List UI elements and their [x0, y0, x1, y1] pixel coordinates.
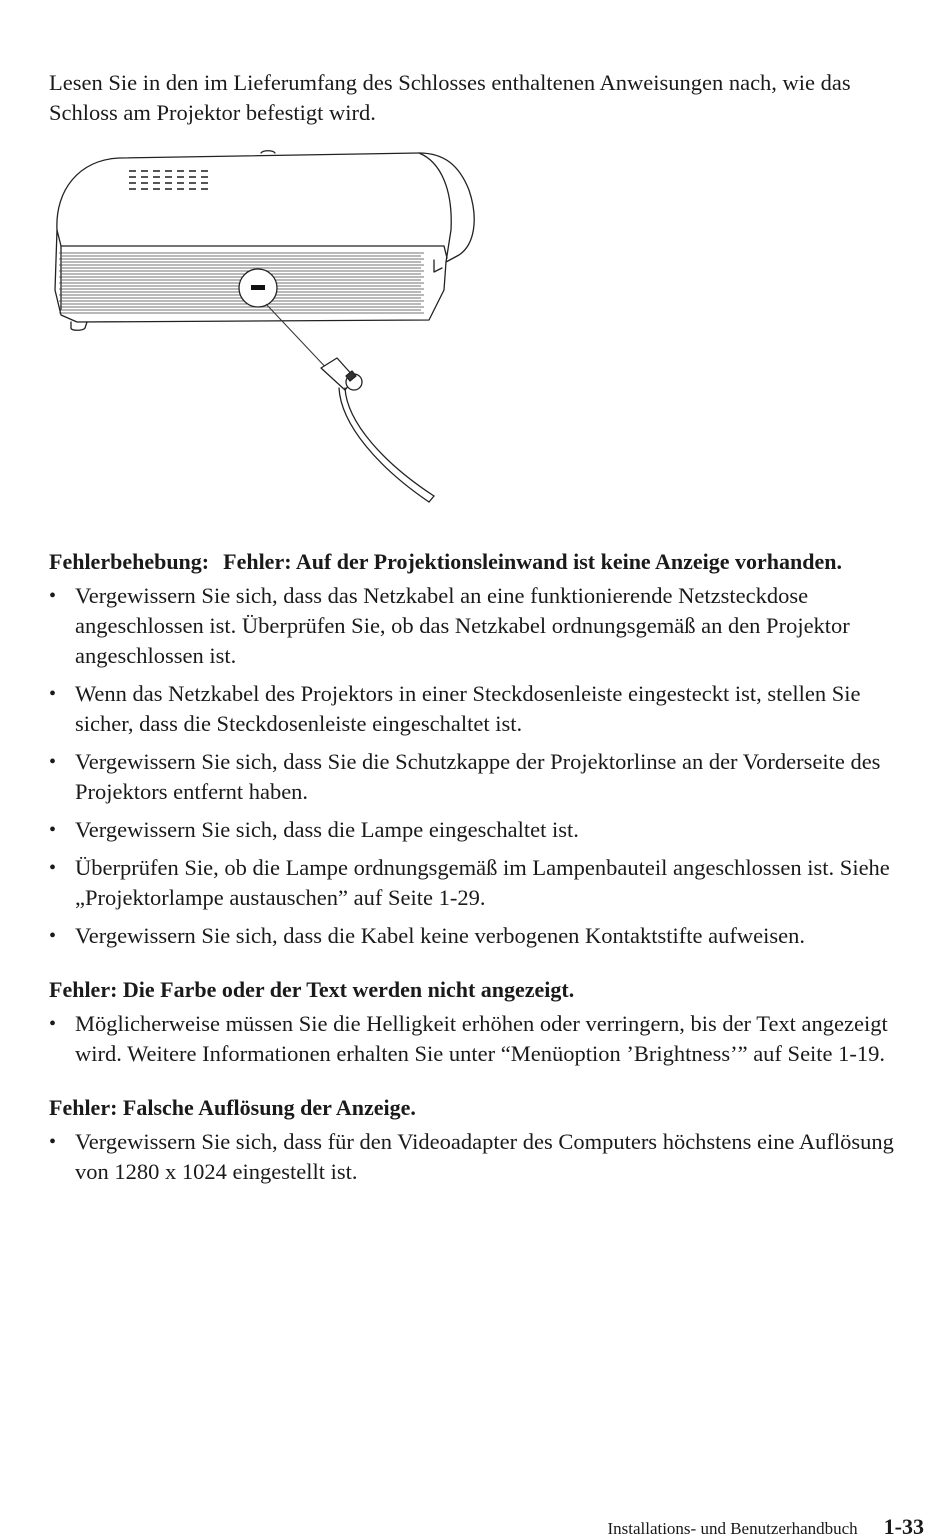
list-item: • Vergewissern Sie sich, dass die Lampe eingeschaltet ist.	[49, 815, 911, 845]
intro-paragraph: Lesen Sie in den im Lieferumfang des Schlosses enthaltenen Anweisungen nach, wie das Schloss am Projektor befestigt wird.	[49, 70, 851, 125]
bullet-icon: •	[49, 683, 57, 705]
bullet-icon: •	[49, 857, 57, 879]
bullet-icon: •	[49, 1013, 57, 1035]
bullet-icon: •	[49, 925, 57, 947]
section3-heading: Fehler: Falsche Auflösung der Anzeige.	[49, 1095, 416, 1120]
list-item: • Möglicherweise müssen Sie die Helligkeit erhöhen oder verringern, bis der Text angezeigt wird. Weitere Informationen erhalten Sie unter “Menüoption ’Brightness’” auf Seite 1-19.	[49, 1011, 888, 1066]
section1-heading	[49, 547, 911, 577]
list-item: • Überprüfen Sie, ob die Lampe ordnungsgemäß im Lampenbauteil angeschlossen ist. Siehe „Projektorlampe austauschen” auf Seite 1-29.	[49, 855, 890, 910]
page-content	[49, 68, 911, 1187]
projector-lock-illustration	[49, 150, 479, 520]
bullet-icon: •	[49, 751, 57, 773]
section2-heading: Fehler: Die Farbe oder der Text werden nicht angezeigt.	[49, 977, 575, 1002]
list-item: • Wenn das Netzkabel des Projektors in einer Steckdosenleiste eingesteckt ist, stellen Sie sicher, dass die Steckdosenleiste eingeschaltet ist.	[49, 681, 861, 736]
list-item: • Vergewissern Sie sich, dass Sie die Schutzkappe der Projektorlinse an der Vorderseite des Projektors entfernt haben.	[49, 749, 881, 804]
page-footer	[607, 1514, 924, 1540]
bullet-icon: •	[49, 819, 57, 841]
list-item: • Vergewissern Sie sich, dass für den Videoadapter des Computers höchstens eine Auflösung von 1280 x 1024 eingestellt ist.	[49, 1129, 894, 1184]
section1-bullet-list	[49, 581, 911, 951]
bullet-icon: •	[49, 1131, 57, 1153]
footer-book-title: Installations- und Benutzerhandbuch	[607, 1519, 858, 1538]
section1-label: Fehlerbehebung:	[49, 549, 210, 574]
bullet-icon: •	[49, 585, 57, 607]
section1-title: Fehler: Auf der Projektionsleinwand ist keine Anzeige vorhanden.	[223, 549, 842, 574]
page-number: 1-33	[883, 1514, 924, 1539]
section3-bullet-list	[49, 1127, 911, 1187]
list-item: • Vergewissern Sie sich, dass das Netzkabel an eine funktionierende Netzsteckdose angeschlossen ist. Überprüfen Sie, ob das Netzkabel ordnungsgemäß an den Projektor angeschlossen ist.	[49, 583, 850, 668]
section2-bullet-list	[49, 1009, 911, 1069]
list-item: • Vergewissern Sie sich, dass die Kabel keine verbogenen Kontaktstifte aufweisen.	[49, 921, 911, 951]
